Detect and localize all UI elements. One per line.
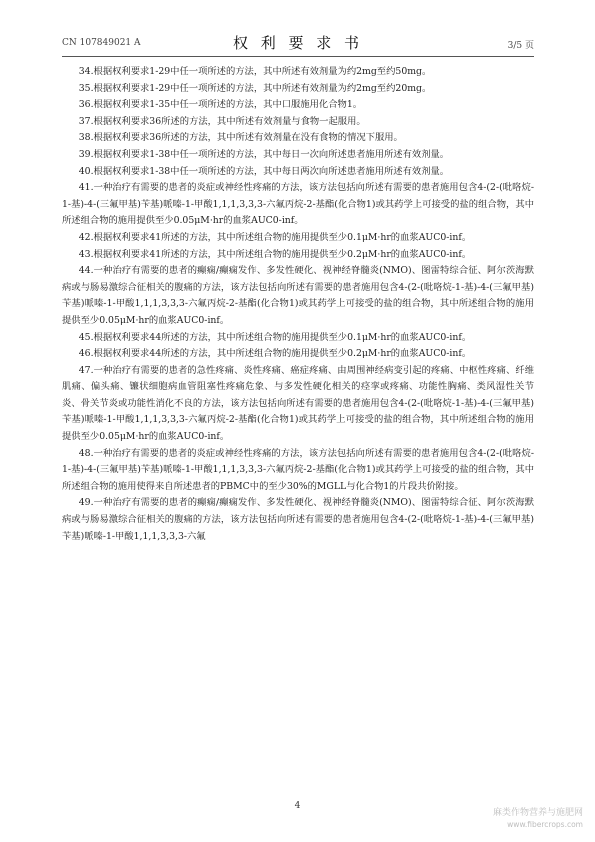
claim-38: 38.根据权利要求36所述的方法，其中所述有效剂量在没有食物的情况下服用。 xyxy=(78,132,403,144)
watermark xyxy=(493,808,583,830)
page-info: 3/5 页 xyxy=(507,41,534,51)
claim-42: 42.根据权利要求41所述的方法，其中所述组合物的施用提供至少0.1μM·hr的血浆AUC0-inf。 xyxy=(78,231,472,243)
claim-37: 37.根据权利要求36所述的方法，其中所述有效剂量与食物一起服用。 xyxy=(78,115,366,127)
claim-45: 45.根据权利要求44所述的方法，其中所述组合物的施用提供至少0.1μM·hr的血浆AUC0-inf。 xyxy=(78,331,472,343)
claim-44: 44.一种治疗有需要的患者的癫痫/癫痫发作、多发性硬化、视神经脊髓炎(NMO)、图雷特综合征、阿尔茨海默病或与肠易激综合征相关的腹痛的方法，该方法包括向所述有需要的患者施用包含4-(2-(吡咯烷-1-基)-4-(三氟甲基)苄基)哌嗪-1-甲酸1,1,1,3,3,3-六氟丙烷-2-基酯(化合物1)或其药学上可接受的盐的组合物，其中所述组合物的施用提供至少0.05μM·hr的血浆AUC0-inf。 xyxy=(62,265,534,326)
header-divider xyxy=(62,56,534,57)
claim-47: 47.一种治疗有需要的患者的急性疼痛、炎性疼痛、癌症疼痛、由周围神经病变引起的疼痛、中枢性疼痛、纤维肌痛、偏头痛、镰状细胞病血管阻塞性疼痛危象、与多发性硬化相关的痉挛或疼痛、功能性胸痛、类风湿性关节炎、骨关节炎或功能性消化不良的方法，该方法包括向所述有需要的患者施用包含4-(2-(吡咯烷-1-基)-4-(三氟甲基)苄基)哌嗪-1-甲酸1,1,1,3,3,3-六氟丙烷-2-基酯(化合物1)或其药学上可接受的盐的组合物，其中所述组合物的施用提供至少0.05μM·hr的血浆AUC0-inf。 xyxy=(62,364,534,443)
watermark-site-name: 麻类作物营养与施肥网 xyxy=(492,808,583,818)
page-header xyxy=(62,32,534,52)
claim-48: 48.一种治疗有需要的患者的炎症或神经性疼痛的方法，该方法包括向所述有需要的患者施用包含4-(2-(吡咯烷-1-基)-4-(三氟甲基)苄基)哌嗪-1-甲酸1,1,1,3,3,3-六氟丙烷-2-基酯(化合物1)或其药学上可接受的盐的组合物，其中所述组合物的施用使得来自所述患者的PBMC中的至少30%的MGLL与化合物1的片段共价附接。 xyxy=(62,447,534,492)
claims-body xyxy=(62,64,534,545)
claim-49: 49.一种治疗有需要的患者的癫痫/癫痫发作、多发性硬化、视神经脊髓炎(NMO)、图雷特综合征、阿尔茨海默病或与肠易激综合征相关的腹痛的方法，该方法包括向所述有需要的患者施用包含4-(2-(吡咯烷-1-基)-4-(三氟甲基)苄基)哌嗪-1-甲酸1,1,1,3,3,3-六氟 xyxy=(62,497,534,542)
claim-36: 36.根据权利要求1-35中任一项所述的方法，其中口服施用化合物1。 xyxy=(78,99,363,111)
claim-34: 34.根据权利要求1-29中任一项所述的方法，其中所述有效剂量为约2mg至约50mg。 xyxy=(78,66,432,77)
claim-40: 40.根据权利要求1-38中任一项所述的方法，其中每日两次向所述患者施用所述有效剂量。 xyxy=(78,165,450,177)
document-title: 权 利 要 求 书 xyxy=(232,34,364,52)
claim-43: 43.根据权利要求41所述的方法，其中所述组合物的施用提供至少0.2μM·hr的血浆AUC0-inf。 xyxy=(78,248,472,260)
claim-41: 41.一种治疗有需要的患者的炎症或神经性疼痛的方法，该方法包括向所述有需要的患者施用包含4-(2-(吡咯烷-1-基)-4-(三氟甲基)苄基)哌嗪-1-甲酸1,1,1,3,3,3-六氟丙烷-2-基酯(化合物1)或其药学上可接受的盐的组合物，其中所述组合物的施用提供至少0.05μM·hr的血浆AUC0-inf。 xyxy=(62,182,534,227)
watermark-url: www.fibercrops.com xyxy=(507,820,583,829)
claim-46: 46.根据权利要求44所述的方法，其中所述组合物的施用提供至少0.2μM·hr的血浆AUC0-inf。 xyxy=(78,348,472,360)
claim-39: 39.根据权利要求1-38中任一项所述的方法，其中每日一次向所述患者施用所述有效剂量。 xyxy=(78,148,450,160)
page-number: 4 xyxy=(294,801,301,811)
claim-35: 35.根据权利要求1-29中任一项所述的方法，其中所述有效剂量为约2mg至约20mg。 xyxy=(78,82,432,94)
publication-number: CN 107849021 A xyxy=(62,38,141,48)
